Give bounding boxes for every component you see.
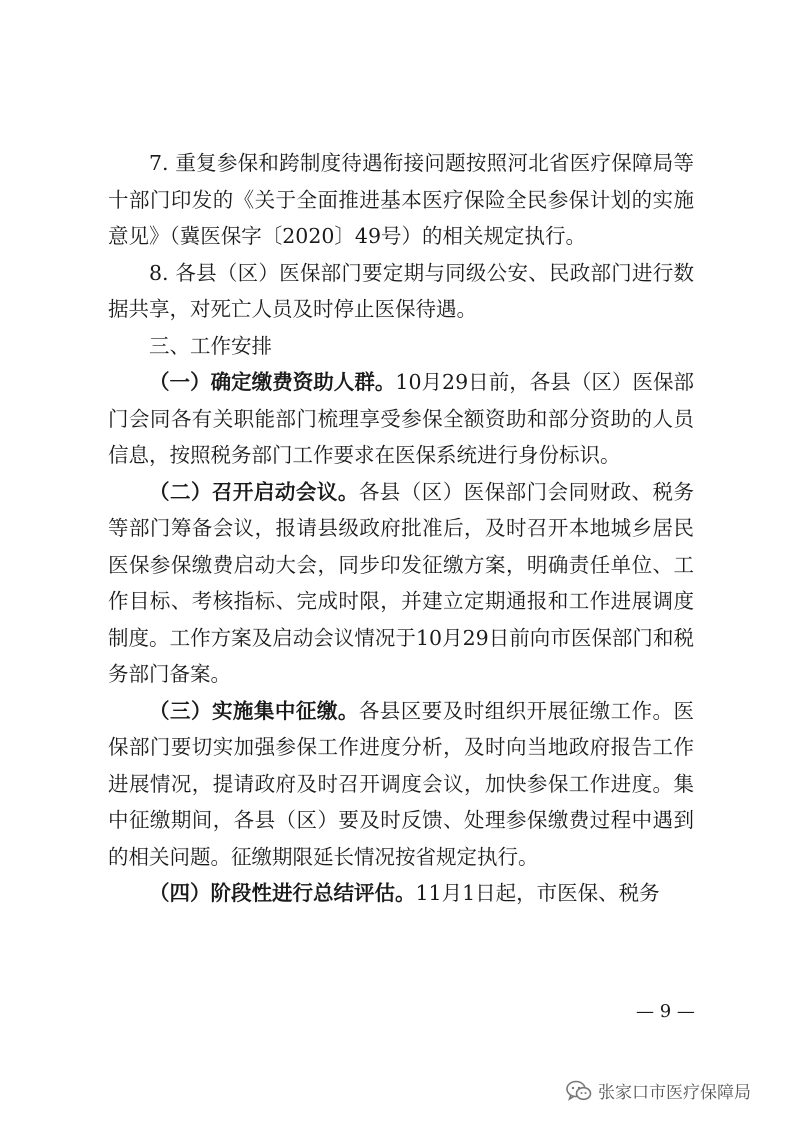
item-text: 各县（区）医保部门会同财政、税务等部门筹备会议，报请县级政府批准后，及时召开本地城乡居民医保参保缴费启动大会，同步印发征缴方案，明确责任单位、工作目标、考核指标、完成时限，并建立定期通报和工作进展调度制度。工作方案及启动会议情况于10月29日前向市医保部门和税务部门备案。: [108, 479, 695, 686]
item-lead: （一）确定缴费资助人群。: [149, 370, 396, 394]
item-4: [108, 875, 694, 912]
page-number: — 9 —: [636, 1001, 695, 1022]
item-text: 10月29日前，各县（区）医保部门会同各有关职能部门梳理享受参保全额资助和部分资助的人员信息，按照税务部门工作要求在医保系统进行身份标识。: [108, 370, 695, 467]
item-lead: （四）阶段性进行总结评估。: [149, 881, 416, 905]
item-3: [108, 693, 694, 876]
paragraph-text: 7. 重复参保和跨制度待遇衔接问题按照河北省医疗保障局等十部门印发的《关于全面推进基本医疗保险全民参保计划的实施意见》（冀医保字〔2020〕49号）的相关规定执行。: [108, 151, 694, 248]
item-text: 11月1日起，市医保、税务: [415, 881, 660, 905]
document-body: [108, 145, 694, 912]
paragraph-7: [108, 145, 694, 255]
item-lead: （三）实施集中征缴。: [149, 698, 359, 723]
paragraph-text: 8. 各县（区）医保部门要定期与同级公安、民政部门进行数据共享，对死亡人员及时停止医保待遇。: [108, 260, 694, 321]
item-lead: （二）召开启动会议。: [149, 479, 359, 504]
paragraph-8: [108, 255, 694, 328]
item-2: [108, 474, 694, 693]
section-heading: 三、工作安排: [149, 333, 272, 358]
item-1: [108, 364, 694, 474]
item-text: 各县区要及时组织开展征缴工作。医保部门要切实加强参保工作进度分析，及时向当地政府报告工作进展情况，提请政府及时召开调度会议，加快参保工作进度。集中征缴期间，各县（区）要及时反馈、处理参保缴费过程中遇到的相关问题。征缴期限延长情况按省规定执行。: [108, 698, 695, 869]
watermark: [566, 1078, 751, 1103]
watermark-text: 张家口市医疗保障局: [598, 1083, 751, 1103]
wechat-icon: [566, 1080, 592, 1102]
